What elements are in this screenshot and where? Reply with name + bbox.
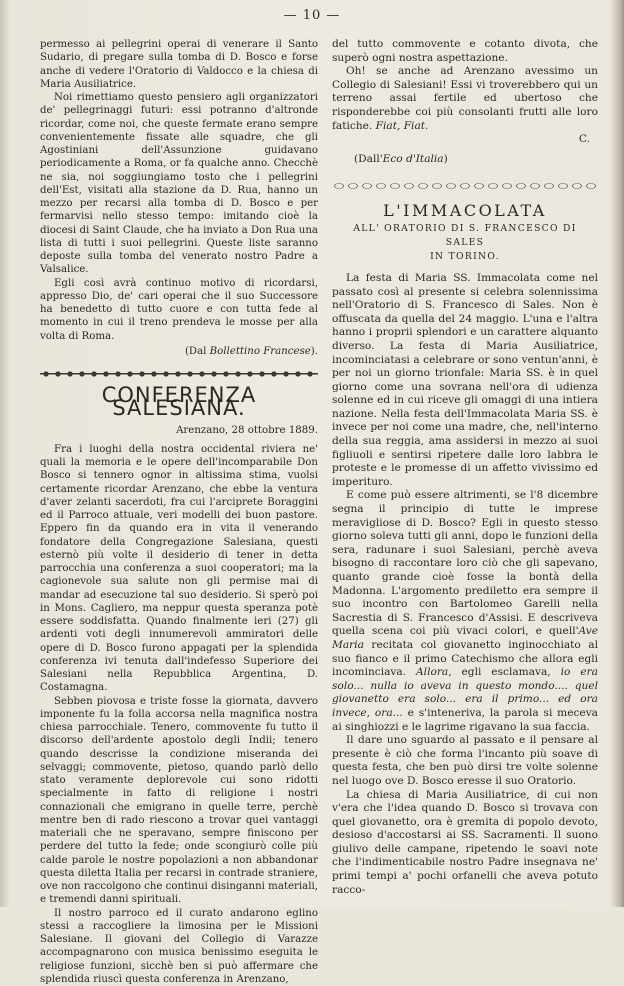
paragraph: La festa di Maria SS. Immacolata come nel passato così al presente si celebra solennissima nell'Oratorio di S. Francesco di Sales. Non è offuscata da quella del 24 maggio. L'una e l'altra hanno i proprii splendori e un carattere alquanto diverso. La festa di Maria Ausiliatrice, incominciatasi a celebrare or sono ventun'anni, è per noi un giorno trionfale: Maria SS. è in quel giorno come una sovrana nell'ora di udienza solenne ed in cui riceve gli omaggi di una intiera nazione. Nella festa dell'Immacolata Maria SS. è invece per noi come una madre, che, nell'interno della sua reggia, ama assidersi in mezzo ai suoi figliuoli e sentirsi ripetere dalle loro labbra le proteste e le promesse di un affetto vivissimo ed imperituro.	[332, 272, 598, 490]
article-heading: CONFERENZA SALESIANA.	[40, 389, 318, 416]
paragraph: Il dare uno sguardo al passato e il pensare al presente è ciò che forma l'incanto più soave di questa festa, che ben può dirsi tre volte solenne nel luogo ove D. Bosco eresse il suo Oratorio.	[332, 734, 598, 788]
paragraph: Noi rimettiamo questo pensiero agli organizzatori de' pellegrinaggi futuri: essi potranno d'altronde ricordar, come noi, che queste fermate erano sempre convenientemente fissate alle squadre, che gli Agostiniani dell'Assunzione guidavano periodicamente a Roma, or fa qualche anno. Checchè ne sia, noi soggiungiamo tosto che i pellegrini dell'Est, visitati alla stazione da D. Rua, hanno un mezzo per recarsi alla tomba di D. Bosco e per fermarvisi nello stesso tempo: imitando cioè la diocesi di Saint Claude, che ha inviato a Don Rua una lista di tutti i suoi pellegrini. Queste liste saranno deposte sulla tomba del venerato nostro Padre a Valsalice.	[40, 91, 318, 277]
paragraph: Fra i luoghi della nostra occidental riviera ne' quali la memoria e le opere dell'incomparabile Don Bosco si tennero ognor in altissima stima, vuolsi certamente ricordar Arenzano, che ebbe la ventura d'aver zelanti sacerdoti, fra cui l'arciprete Boraggini ed il Parroco attuale, veri modelli dei buon pastore. Eppero fin da quando era in vita il venerando fondatore della Congregazione Salesiana, questi esternò più volte il desiderio di tener in detta parrocchia una conferenza a suoi cooperatori; ma la cagionevole sua salute non gli permise mai di mandar ad esecuzione tal suo desiderio. Si sperò poi in Mons. Cagliero, ma neppur questa speranza potè essere soddisfatta. Quando finalmente ieri (27) gli ardenti voti degli innumerevoli ammiratori delle opere di D. Bosco furono appagati per la splendida conferenza ivi tenuta dall'indefesso Superiore dei Salesiani nella Repubblica Argentina, D. Costamagna.	[40, 443, 318, 695]
paragraph: del tutto commovente e cotanto divota, che superò ogni nostra aspettazione.	[332, 38, 598, 65]
dateline: Arenzano, 28 ottobre 1889.	[40, 424, 318, 437]
article-source: (Dall'Eco d'Italia)	[354, 153, 598, 167]
ornamental-divider	[40, 367, 318, 381]
paragraph: Sebben piovosa e triste fosse la giornata, davvero imponente fu la folla accorsa nella magnifica nostra chiesa parrocchiale. Tenero, commovente fu tutto il discorso dell'ardente apostolo degli Indii; tenero quando descrisse la condizione miseranda dei selvaggi; commovente, pietoso, quando parlò dello stato veramente deplorevole cui sono ridotti specialmente in fatto di religione i nostri connazionali che emigrano in quelle terre, perchè mentre ben di rado riescono a trovar quei vantaggi materiali che ne speravano, sempre finiscono per perdere del tutto la fede; onde scongiurò colle più calde parole le nostre popolazioni a non abbandonar questa diletta Italia per recarsi in contrade straniere, ove non raccolgono che continui disinganni materiali, e tremendi danni spirituali.	[40, 695, 318, 907]
article-source: (Dal Bollettino Francese).	[40, 345, 318, 358]
signature: C.	[332, 133, 590, 147]
chain-divider	[332, 180, 598, 192]
paragraph: permesso ai pellegrini operai di venerare il Santo Sudario, di pregare sulla tomba di D. Bosco e forse anche di vedere l'Oratorio di Valdocco e la chiesa di Maria Ausiliatrice.	[40, 38, 318, 91]
paragraph: Il nostro parroco ed il curato andarono eglino stessi a raccogliere la limosina per le Missioni Salesiane. Il giovani del Collegio di Varazze accompagnarono con musica benissimo eseguita le religiose funzioni, sicchè ben si può affermare che splendida riuscì questa conferenza in Arenzano,	[40, 907, 318, 986]
article-title: L'IMMACOLATA	[332, 204, 598, 218]
left-column	[40, 38, 318, 986]
paragraph: Egli così avrà continuo motivo di ricordarsi, appresso Dio, de' cari operai che il suo Successore ha benedetto di tutto cuore e con tutta fede al momento in cui il treno prendeva le mosse per alla volta di Roma.	[40, 277, 318, 343]
right-column	[332, 38, 598, 897]
article-subtitle	[332, 222, 598, 264]
paragraph: La chiesa di Maria Ausiliatrice, di cui non v'era che l'idea quando D. Bosco si trovava con quel giovanetto, ora è gremita di popolo devoto, desioso d'accostarsi ai SS. Sacramenti. Il suono giulivo delle campane, ripetendo le soavi note che l'indimenticabile nostro Padre insegnava ne' primi tempi a' pochi orfanelli che aveva potuto racco-	[332, 789, 598, 898]
paragraph: Oh! se anche ad Arenzano avessimo un Collegio di Salesiani! Essi vi troverebbero qui un terreno assai fertile ed ubertoso che risponderebbe coi più consolanti frutti alle loro fatiche. Fiat, Fiat.	[332, 65, 598, 133]
paragraph: E come può essere altrimenti, se l'8 dicembre segna il principio di tutte le imprese meravigliose di D. Bosco? Egli in questo stesso giorno soleva tutti gli anni, dopo le funzioni della sera, radunare i suoi Salesiani, perchè aveva bisogno di raccontare loro ciò che gli sapevano, quanto grande cioè fosse la bontà della Madonna. L'argomento prediletto era sempre il suo incontro con Bartolomeo Garelli nella Sacrestia di S. Francesco d'Assisi. E descriveva quella scena coi più vivaci colori, e quell'Ave Maria recitata col giovanetto inginocchiato al suo fianco e il primo Catechismo che allora egli incominciava. Allora, egli esclamava, io era solo... nulla io aveva in questo mondo.... quel giovanetto era solo... era il primo... ed ora invece, ora... e s'inteneriva, la parola si meceva ai singhiozzi e le lagrime rigavano la sua faccia.	[332, 489, 598, 734]
page-number: — 10 —	[0, 8, 624, 23]
page-shadow-left	[0, 0, 10, 907]
subtitle-line: IN TORINO.	[332, 250, 598, 264]
page-shadow-right	[610, 0, 624, 907]
subtitle-line: ALL' ORATORIO DI S. FRANCESCO DI SALES	[332, 222, 598, 250]
